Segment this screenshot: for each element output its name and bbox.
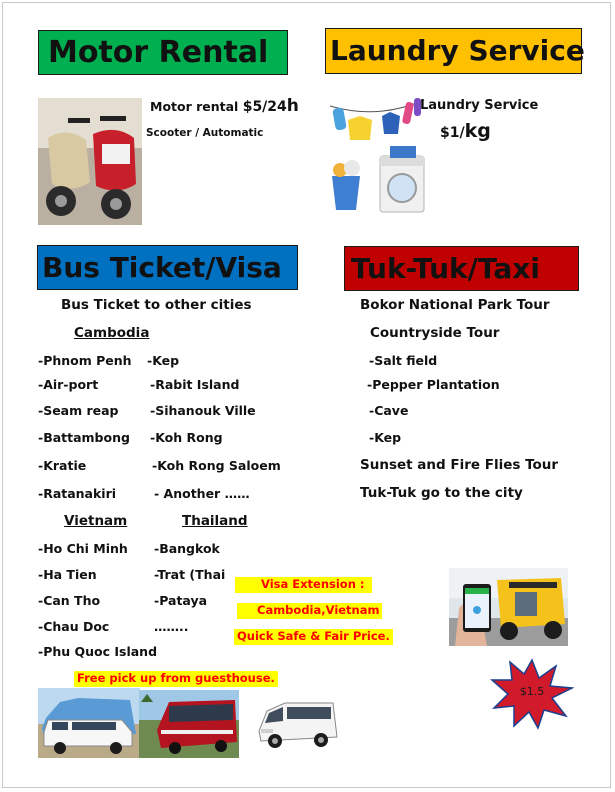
cambodia-city: - Another …… bbox=[154, 486, 250, 501]
price-badge bbox=[490, 658, 574, 730]
vietnam-title: Vietnam bbox=[64, 513, 128, 529]
cambodia-title: Cambodia bbox=[74, 325, 150, 341]
free-pickup-line: Free pick up from guesthouse. bbox=[74, 671, 278, 687]
motor-price-label: Motor rental bbox=[150, 99, 239, 114]
laundry-service-header bbox=[325, 28, 585, 74]
motor-types: Scooter / Automatic bbox=[146, 127, 264, 139]
tour-item: Sunset and Fire Flies Tour bbox=[360, 457, 559, 473]
tour-item: -Salt field bbox=[369, 353, 438, 368]
vietnam-city: -Ha Tien bbox=[38, 567, 97, 582]
cambodia-city: -Koh Rong Saloem bbox=[152, 458, 281, 473]
minivan-photo bbox=[38, 688, 140, 758]
laundry-price bbox=[440, 122, 491, 141]
motor-rental-title: Motor Rental bbox=[48, 34, 269, 70]
visa-countries-line: Cambodia,Vietnam bbox=[237, 603, 382, 619]
motor-rental-header bbox=[38, 30, 288, 75]
tuktuk-taxi-title: Tuk-Tuk/Taxi bbox=[351, 251, 540, 285]
cambodia-city: -Battambong bbox=[38, 430, 130, 445]
tour-bus-photo bbox=[139, 690, 239, 758]
laundry-service-title: Laundry Service bbox=[330, 34, 585, 67]
bus-intro: Bus Ticket to other cities bbox=[61, 297, 252, 313]
cambodia-city: -Ratanakiri bbox=[38, 486, 117, 501]
tour-item: -Kep bbox=[369, 430, 402, 445]
tour-item: Countryside Tour bbox=[370, 325, 500, 341]
laundry-illustration bbox=[328, 94, 428, 216]
thailand-city: …….. bbox=[154, 619, 189, 634]
tour-item: Bokor National Park Tour bbox=[360, 297, 550, 313]
vietnam-city: -Can Tho bbox=[38, 593, 101, 608]
tour-item: Tuk-Tuk go to the city bbox=[360, 485, 523, 501]
thailand-city: -Trat (Thai bbox=[154, 567, 226, 582]
thailand-title: Thailand bbox=[182, 513, 248, 529]
tuktuk-app-photo bbox=[449, 568, 568, 646]
laundry-price-amount: $1/ bbox=[440, 125, 465, 141]
thailand-city: -Pataya bbox=[154, 593, 208, 608]
bus-ticket-visa-header bbox=[37, 245, 298, 290]
motor-price-amount: $5/24 bbox=[242, 99, 287, 115]
visa-extension-line: Visa Extension : bbox=[235, 577, 372, 593]
vietnam-city: -Phu Quoc Island bbox=[38, 644, 158, 659]
cambodia-city: -Rabit Island bbox=[150, 377, 240, 392]
cambodia-city: -Kratie bbox=[38, 458, 87, 473]
motor-price bbox=[150, 98, 299, 115]
vietnam-city: -Ho Chi Minh bbox=[38, 541, 128, 556]
white-van-photo bbox=[255, 697, 339, 751]
laundry-label: Laundry Service bbox=[420, 98, 539, 113]
cambodia-city: -Seam reap bbox=[38, 403, 119, 418]
cambodia-city: -Kep bbox=[147, 353, 180, 368]
cambodia-city: -Phnom Penh bbox=[38, 353, 132, 368]
thailand-city: -Bangkok bbox=[154, 541, 220, 556]
vietnam-city: -Chau Doc bbox=[38, 619, 110, 634]
cambodia-city: -Koh Rong bbox=[150, 430, 223, 445]
price-badge-text: $1.5 bbox=[519, 685, 545, 698]
motor-price-unit: h bbox=[286, 96, 299, 116]
cambodia-city: -Air-port bbox=[38, 377, 99, 392]
laundry-price-unit: kg bbox=[464, 120, 491, 142]
tour-item: -Cave bbox=[369, 403, 409, 418]
visa-quick-line: Quick Safe & Fair Price. bbox=[234, 629, 393, 645]
bus-ticket-visa-title: Bus Ticket/Visa bbox=[42, 250, 282, 284]
tour-item: -Pepper Plantation bbox=[367, 377, 500, 392]
scooters-photo bbox=[38, 98, 142, 225]
cambodia-city: -Sihanouk Ville bbox=[150, 403, 256, 418]
tuktuk-taxi-header bbox=[344, 246, 579, 291]
